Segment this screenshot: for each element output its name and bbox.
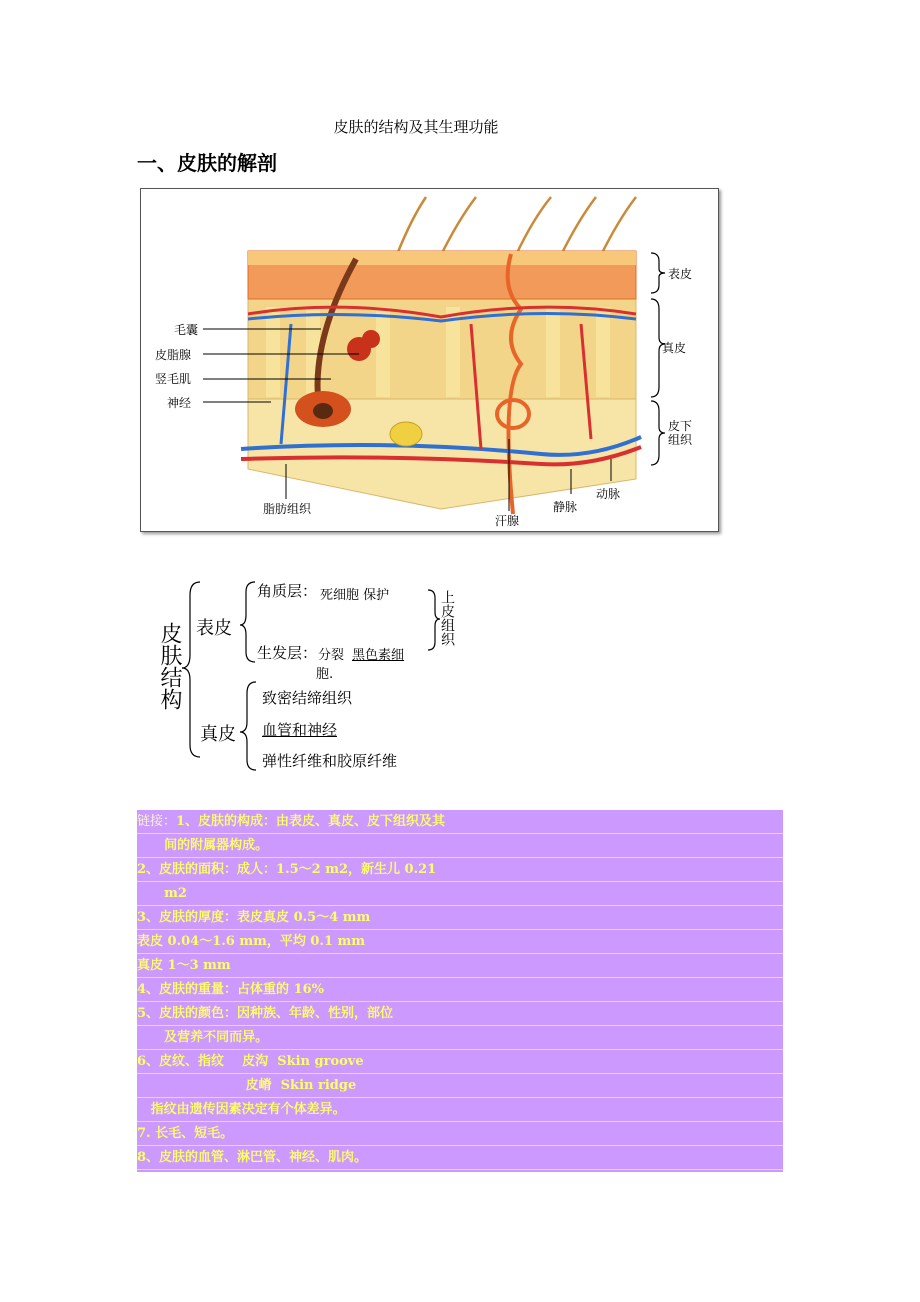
tree-epithelium: 上皮组织 bbox=[439, 590, 455, 646]
note-row bbox=[137, 858, 783, 882]
note-row bbox=[137, 1074, 783, 1098]
tree-stratum-basale-desc-c: 胞. bbox=[316, 667, 334, 682]
label-subcutis: 皮下 组织 bbox=[668, 419, 693, 447]
section-heading: 一、皮肤的解剖 bbox=[137, 151, 277, 175]
document-title: 皮肤的结构及其生理功能 bbox=[333, 118, 499, 136]
label-epidermis: 表皮 bbox=[668, 267, 693, 281]
label-nerve: 神经 bbox=[167, 396, 192, 410]
tree-dermis-item-1: 致密结缔组织 bbox=[262, 689, 353, 707]
tree-stratum-corneum: 角质层： bbox=[257, 582, 318, 600]
note-row bbox=[137, 1098, 783, 1122]
note-row bbox=[137, 906, 783, 930]
note-text: 5、皮肤的颜色：因种族、年龄、性别，部位 bbox=[137, 1006, 394, 1021]
skin-illustration bbox=[141, 189, 718, 531]
note-row bbox=[137, 930, 783, 954]
note-text: 6、皮纹、指纹 皮沟 Skin groove bbox=[137, 1054, 364, 1069]
label-sweat-gland: 汗腺 bbox=[495, 514, 520, 528]
note-row bbox=[137, 1026, 783, 1050]
note-text: 间的附属器构成。 bbox=[137, 838, 269, 853]
note-row bbox=[137, 834, 783, 858]
tree-dermis-item-3: 弹性纤维和胶原纤维 bbox=[262, 752, 398, 770]
note-text: m2 bbox=[137, 886, 187, 901]
tree-dermis: 真皮 bbox=[200, 724, 236, 745]
note-text: 指纹由遗传因素决定有个体差异。 bbox=[137, 1102, 346, 1117]
skin-anatomy-figure bbox=[140, 188, 719, 532]
notes-box bbox=[137, 810, 783, 1172]
label-artery: 动脉 bbox=[596, 487, 621, 501]
note-row bbox=[137, 810, 783, 834]
tree-root: 皮肤结构 bbox=[157, 622, 182, 710]
tree-stratum-corneum-desc: 死细胞 保护 bbox=[320, 588, 390, 603]
note-text: 及营养不同而异。 bbox=[137, 1030, 269, 1045]
note-row bbox=[137, 954, 783, 978]
tree-dermis-item-2: 血管和神经 bbox=[262, 721, 338, 739]
note-text: 表皮 0.04～1.6 mm，平均 0.1 mm bbox=[137, 934, 366, 949]
note-text: 8、皮肤的血管、淋巴管、神经、肌肉。 bbox=[137, 1150, 368, 1165]
note-text: 4、皮肤的重量：占体重的 16% bbox=[137, 982, 325, 997]
note-text: 3、皮肤的厚度：表皮真皮 0.5～4 mm bbox=[137, 910, 371, 925]
note-row bbox=[137, 1002, 783, 1026]
label-fat-tissue: 脂肪组织 bbox=[263, 502, 312, 516]
label-arrector-muscle: 竖毛肌 bbox=[155, 372, 192, 386]
label-vein: 静脉 bbox=[553, 500, 578, 514]
note-text: 皮嵴 Skin ridge bbox=[137, 1078, 357, 1093]
note-row bbox=[137, 1146, 783, 1170]
note-text: 7. 长毛、短毛。 bbox=[137, 1126, 234, 1141]
label-dermis: 真皮 bbox=[662, 341, 687, 355]
note-text: 1、皮肤的构成：由表皮、真皮、皮下组织及其 bbox=[176, 814, 446, 829]
tree-stratum-basale-desc-b: 黑色素细 bbox=[352, 648, 405, 663]
tree-stratum-basale: 生发层： bbox=[257, 644, 318, 662]
note-row bbox=[137, 978, 783, 1002]
note-row bbox=[137, 1122, 783, 1146]
note-row bbox=[137, 1050, 783, 1074]
note-text: 2、皮肤的面积：成人：1.5～2 m2，新生儿 0.21 bbox=[137, 862, 437, 877]
note-row bbox=[137, 882, 783, 906]
note-link-prefix: 链接： bbox=[137, 814, 177, 829]
label-sebaceous-gland: 皮脂腺 bbox=[155, 348, 192, 362]
tree-epidermis: 表皮 bbox=[196, 618, 232, 639]
label-hair-follicle: 毛囊 bbox=[174, 323, 199, 337]
tree-stratum-basale-desc-a: 分裂 bbox=[318, 648, 345, 663]
note-text: 真皮 1～3 mm bbox=[137, 958, 231, 973]
